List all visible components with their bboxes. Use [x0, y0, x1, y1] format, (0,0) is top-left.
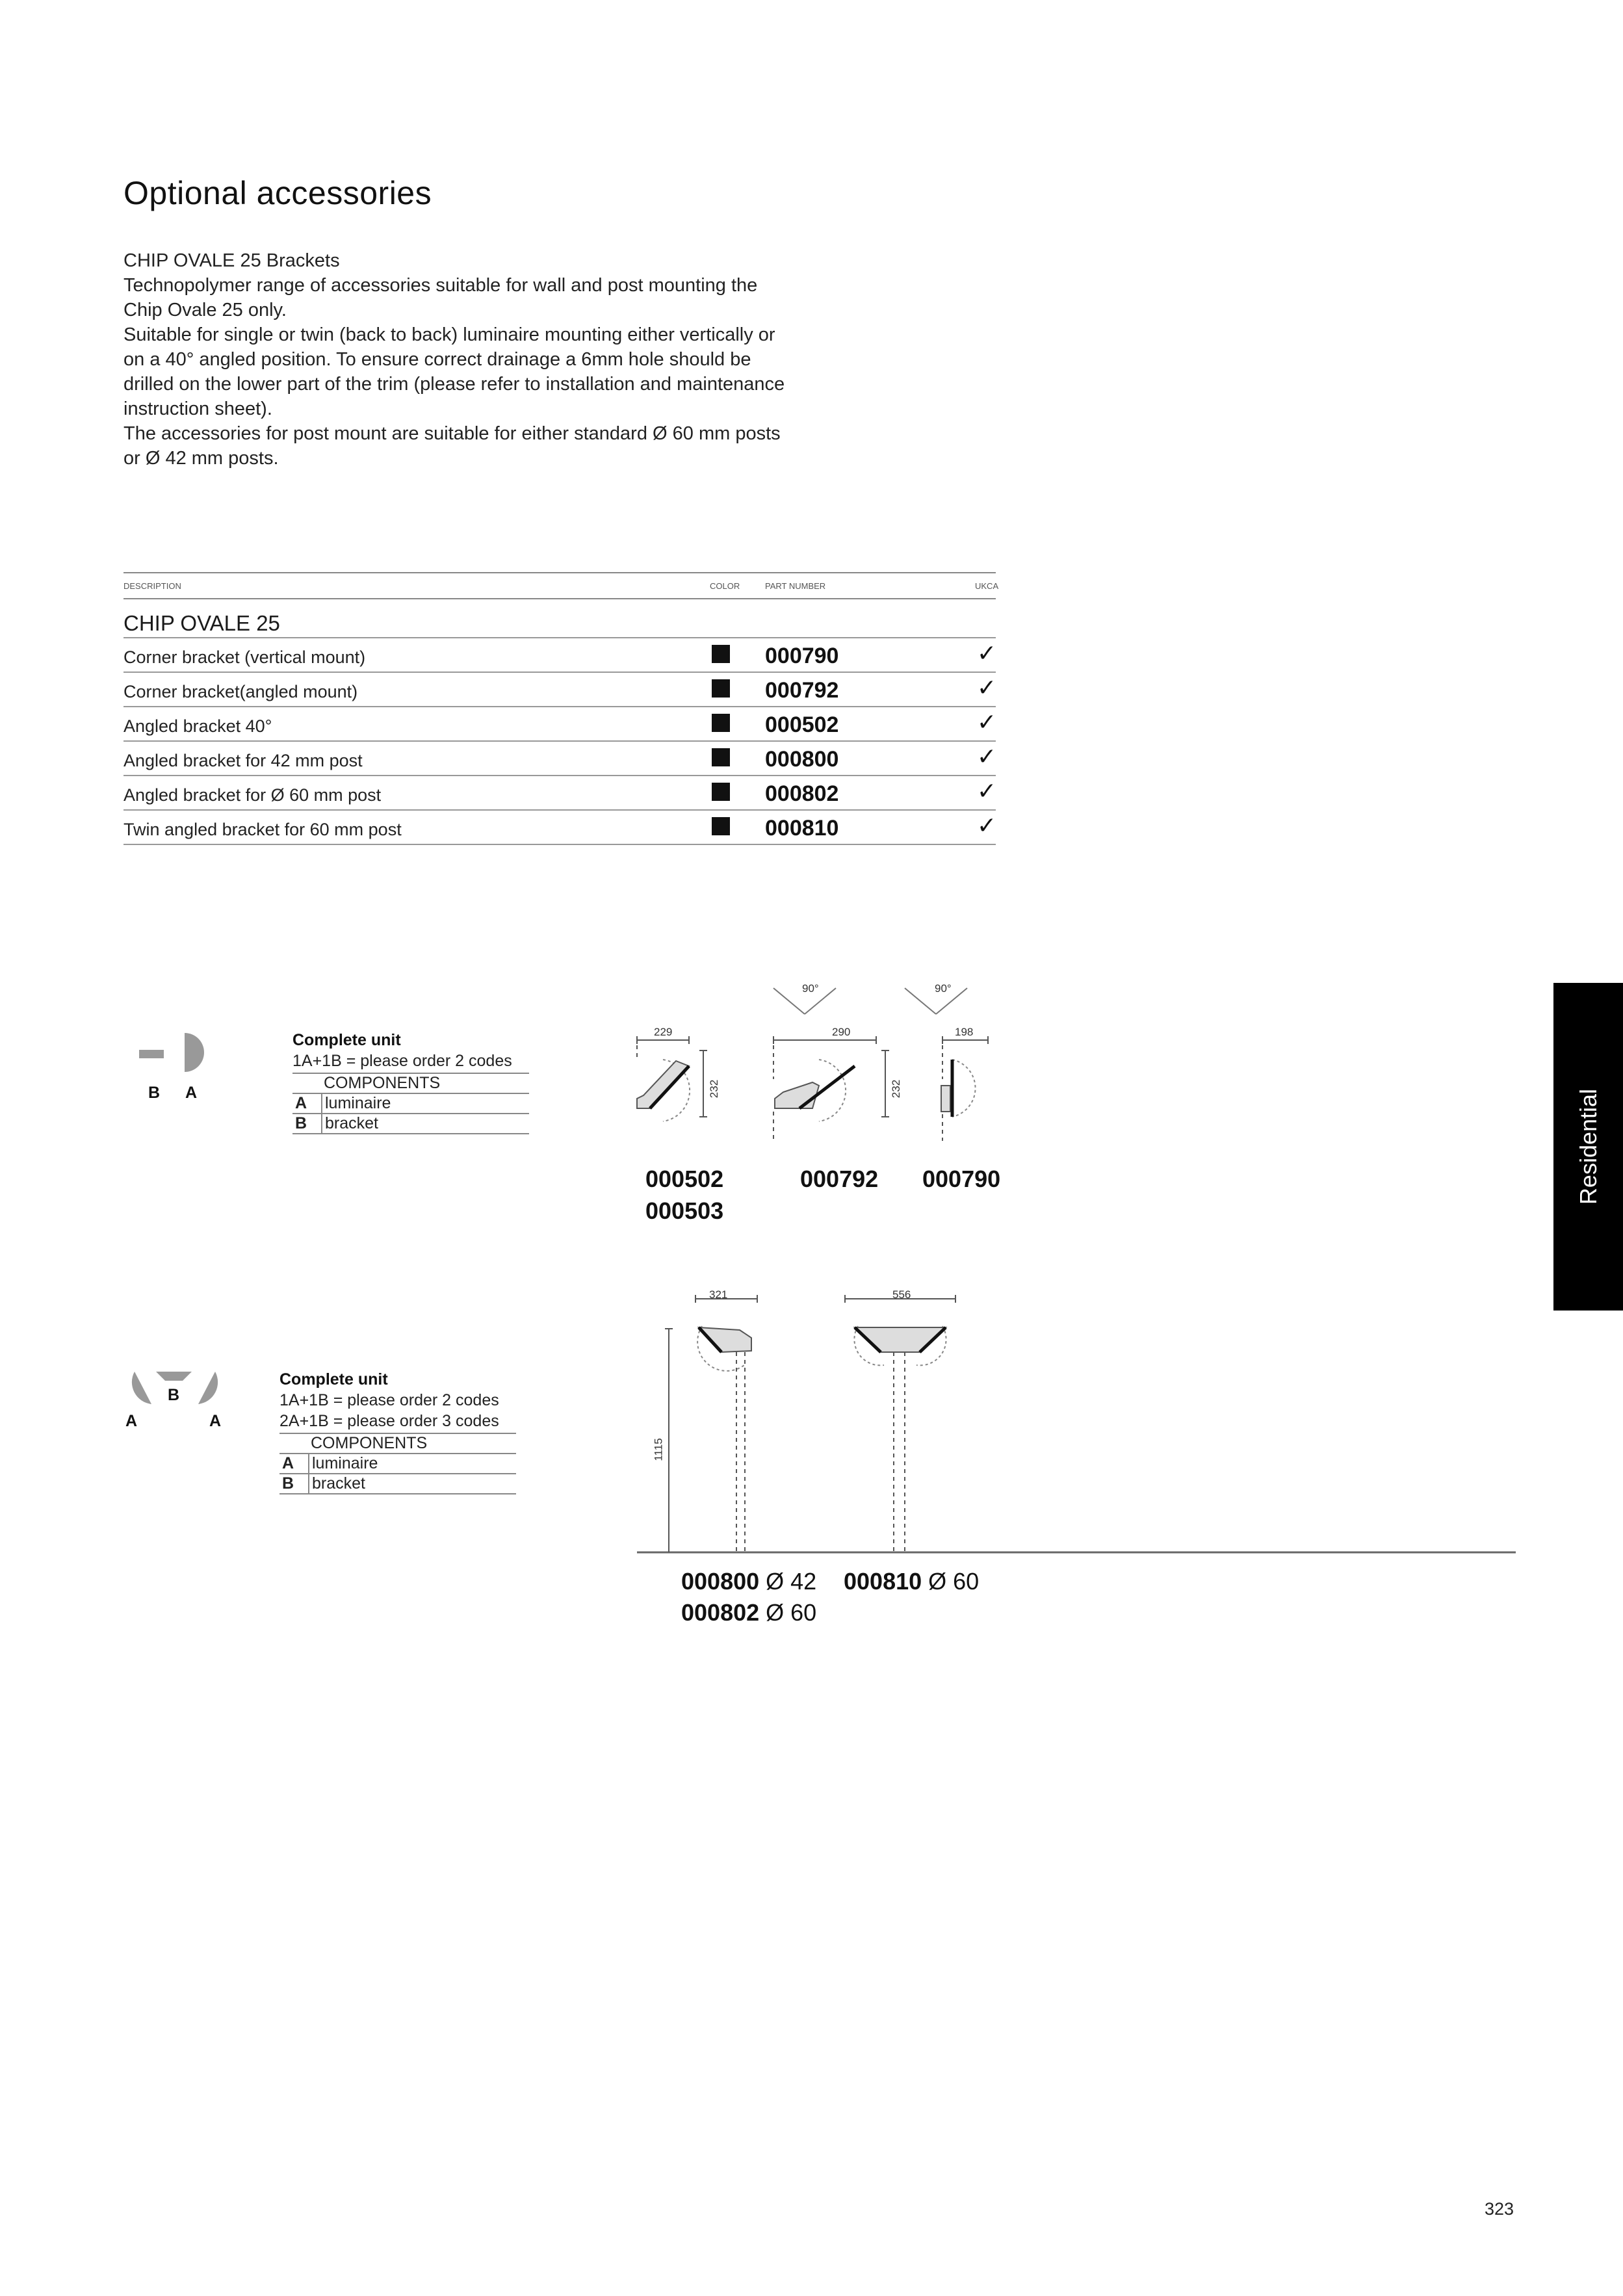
table-row: [123, 707, 996, 742]
table-row: [123, 742, 996, 776]
unit2-drawings: [637, 1287, 1521, 1560]
row-part-number: 000800: [765, 747, 839, 772]
section-tab-label: Residential: [1575, 1088, 1602, 1205]
part-number: 000800: [681, 1568, 760, 1595]
intro-line: Suitable for single or twin (back to back) luminaire mounting either vertically or on a 40° angled position. To ensure correct drainage a 6mm hole should be drilled on the lower part of the trim (please refer to installation and maintenance instruction sheet).: [123, 324, 785, 419]
color-swatch: [712, 783, 730, 801]
row-part-number: 000502: [765, 712, 839, 737]
order-note: 1A+1B = please order 2 codes: [292, 1052, 512, 1070]
intro-line: The accessories for post mount are suitable for either standard Ø 60 mm posts or Ø 42 mm posts.: [123, 423, 781, 469]
bracket-shape: [139, 1050, 164, 1058]
dimension-label: 1115: [652, 1438, 665, 1461]
dimension-label: 321: [709, 1288, 728, 1301]
luminaire-shape: [185, 1033, 204, 1072]
header-ukca: UKCA: [975, 581, 999, 591]
table-row: [123, 811, 996, 845]
intro-line: Technopolymer range of accessories suitable for wall and post mounting the Chip Ovale 25 only.: [123, 275, 758, 320]
dimension-label: 290: [832, 1026, 851, 1038]
label-a: A: [209, 1412, 222, 1430]
check-icon: ✓: [977, 640, 997, 666]
color-swatch: [712, 817, 730, 835]
order-note: 1A+1B = please order 2 codes: [279, 1391, 499, 1409]
section-tab: [1553, 983, 1623, 1311]
table-header: [123, 572, 999, 599]
unit-title: Complete unit: [279, 1370, 388, 1389]
post-diameter: Ø 60: [766, 1599, 817, 1626]
post-diameter: Ø 42: [766, 1568, 817, 1595]
angle-label: 90°: [802, 982, 819, 995]
color-swatch: [712, 748, 730, 766]
part-code: 000502: [645, 1166, 724, 1192]
label-a: A: [125, 1412, 138, 1430]
component-key: B: [279, 1474, 309, 1494]
row-description: Twin angled bracket for 60 mm post: [123, 820, 402, 839]
table-row: [123, 638, 996, 673]
dimension-label: 232: [708, 1079, 721, 1099]
component-name: luminaire: [309, 1454, 516, 1474]
unit-title: Complete unit: [292, 1031, 401, 1049]
part-code: 000792: [800, 1166, 879, 1192]
component-name: luminaire: [322, 1093, 529, 1114]
order-note: 2A+1B = please order 3 codes: [279, 1412, 499, 1430]
dimension-label: 229: [654, 1026, 673, 1038]
luminaire-shape: [198, 1372, 218, 1404]
page-title: Optional accessories: [123, 175, 432, 211]
components-table: [292, 1073, 529, 1134]
component-name: bracket: [309, 1474, 516, 1494]
unit1-icon: [136, 1030, 214, 1076]
luminaire-shape: [132, 1372, 151, 1404]
table-row: [123, 673, 996, 707]
row-part-number: 000790: [765, 644, 839, 668]
label-b: B: [168, 1386, 180, 1404]
unit2-components: [279, 1369, 516, 1494]
row-part-number: 000810: [765, 816, 839, 841]
component-key: A: [279, 1454, 309, 1474]
intro-line: CHIP OVALE 25 Brackets: [123, 250, 340, 271]
dimension-label: 556: [892, 1288, 911, 1301]
components-header: COMPONENTS: [279, 1433, 516, 1454]
part-code: 000503: [645, 1197, 724, 1224]
check-icon: ✓: [977, 674, 997, 701]
table-group: CHIP OVALE 25: [123, 599, 996, 638]
accessories-table: [123, 572, 999, 845]
dimension-label: 198: [955, 1026, 974, 1038]
component-key: A: [292, 1093, 322, 1114]
header-description: DESCRIPTION: [123, 581, 181, 591]
bracket-shape: [156, 1372, 192, 1381]
color-swatch: [712, 645, 730, 663]
check-icon: ✓: [977, 709, 997, 735]
row-description: Angled bracket for 42 mm post: [123, 751, 363, 770]
row-description: Angled bracket 40°: [123, 716, 272, 736]
components-header: COMPONENTS: [292, 1073, 529, 1093]
angle-label: 90°: [935, 982, 952, 995]
color-swatch: [712, 714, 730, 732]
part-code: [681, 1568, 816, 1595]
unit1-drawings: [624, 975, 1014, 1157]
header-color: COLOR: [710, 581, 740, 591]
unit1-components: [292, 1030, 529, 1134]
component-name: bracket: [322, 1114, 529, 1134]
components-table: [279, 1433, 516, 1494]
part-code: [681, 1599, 816, 1626]
part-number: 000810: [844, 1568, 922, 1595]
check-icon: ✓: [977, 743, 997, 770]
row-part-number: 000792: [765, 678, 839, 703]
component-key: B: [292, 1114, 322, 1134]
label-a: A: [185, 1084, 198, 1102]
row-description: Corner bracket(angled mount): [123, 682, 358, 701]
check-icon: ✓: [977, 777, 997, 804]
dimension-label: 232: [890, 1079, 903, 1099]
label-b: B: [148, 1084, 161, 1102]
row-part-number: 000802: [765, 781, 839, 806]
part-number: 000802: [681, 1599, 760, 1626]
check-icon: ✓: [977, 812, 997, 839]
page-number: 323: [1485, 2199, 1514, 2219]
color-swatch: [712, 679, 730, 698]
header-part-number: PART NUMBER: [765, 581, 826, 591]
part-code: [844, 1568, 979, 1595]
post-diameter: Ø 60: [928, 1568, 980, 1595]
intro-text: [123, 248, 799, 471]
part-code: 000790: [922, 1166, 1001, 1192]
row-description: Corner bracket (vertical mount): [123, 647, 366, 667]
table-row: [123, 776, 996, 811]
row-description: Angled bracket for Ø 60 mm post: [123, 785, 382, 805]
